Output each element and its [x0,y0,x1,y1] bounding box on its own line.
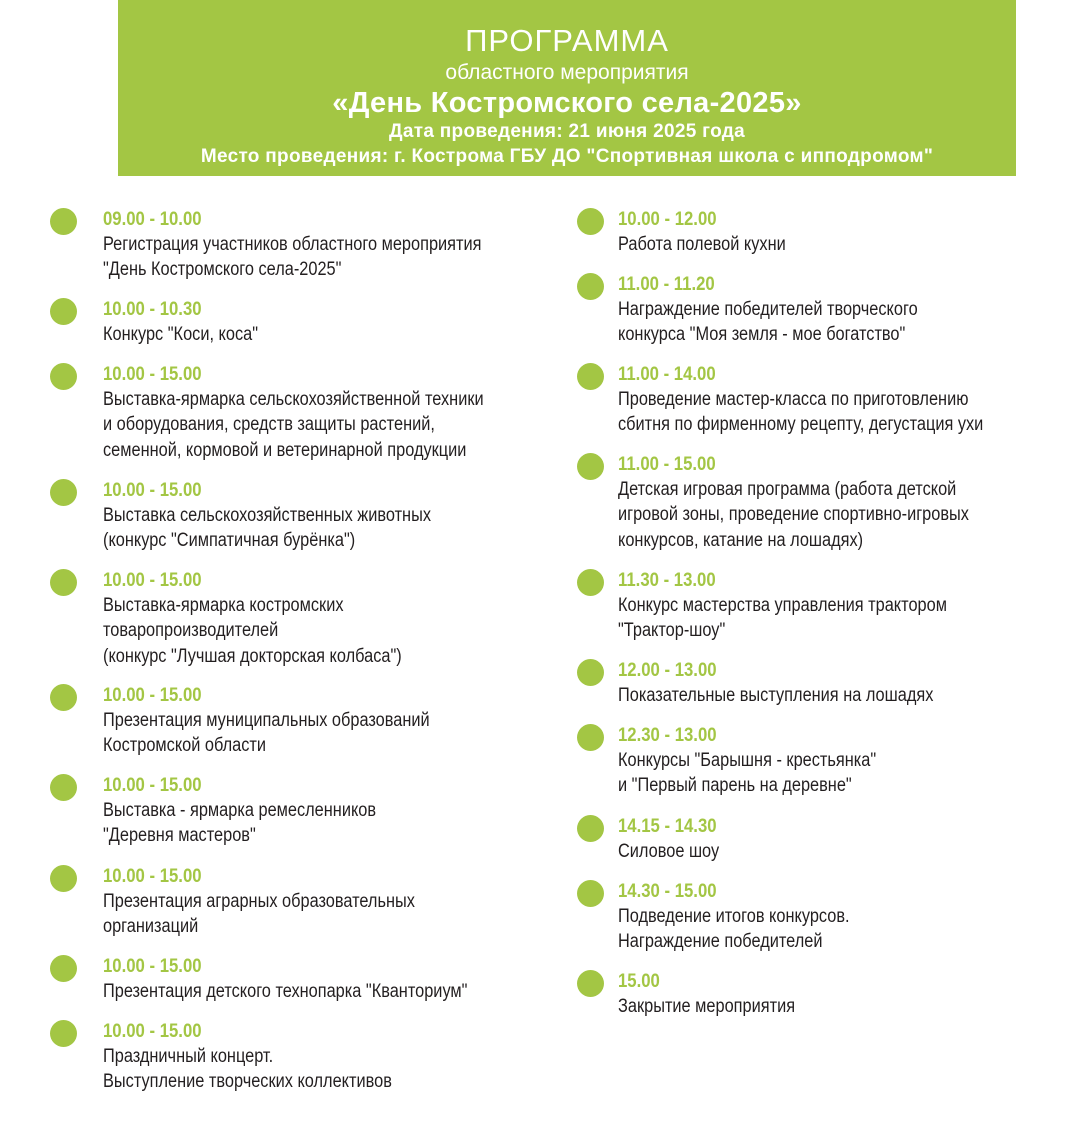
schedule-time: 12.00 - 13.00 [618,660,717,681]
schedule-time: 12.30 - 13.00 [618,725,717,746]
event-date: Дата проведения: 21 июня 2025 года [389,121,745,142]
schedule-time: 10.00 - 15.00 [103,866,202,887]
bullet-dot-icon [577,724,604,751]
schedule-time: 14.15 - 14.30 [618,816,717,837]
schedule-description [103,387,484,463]
description-line: Костромской области [103,735,267,757]
description-line: Силовое шоу [618,841,720,862]
description-line: Закрытие мероприятия [618,996,796,1017]
description-line: и оборудования, средств защиты растений, [103,414,435,436]
schedule-time: 14.30 - 15.00 [618,881,717,902]
bullet-dot-icon [577,363,604,390]
bullet-dot-icon [577,659,604,686]
schedule-description [103,593,402,669]
schedule-description [103,979,467,1004]
bullet-dot-icon [577,208,604,235]
bullet-dot-icon [50,298,77,325]
schedule-time: 10.00 - 15.00 [103,685,202,706]
schedule-time: 09.00 - 10.00 [103,209,202,230]
description-line: Награждение победителей [618,931,823,953]
program-header [118,0,1016,176]
schedule-time: 10.00 - 15.00 [103,364,202,385]
schedule-time: 10.00 - 10.30 [103,299,202,320]
bullet-dot-icon [50,774,77,801]
schedule-time: 10.00 - 15.00 [103,775,202,796]
description-line: Выставка-ярмарка костромских [103,595,344,616]
description-line: игровой зоны, проведение спортивно-игровых [618,504,969,526]
description-line: Выступление творческих коллективов [103,1071,392,1093]
description-line: Награждение победителей творческого [618,299,918,320]
schedule-time: 11.00 - 14.00 [618,364,716,385]
description-line: конкурсов, катание на лошадях) [618,529,864,551]
description-line: "День Костромского села-2025" [103,259,342,281]
event-place: Место проведения: г. Кострома ГБУ ДО "Спортивная школа с ипподромом" [200,146,934,167]
description-line: Подведение итогов конкурсов. [618,906,850,927]
schedule-time: 11.00 - 11.20 [618,274,715,295]
schedule-time: 15.00 [618,971,660,992]
bullet-dot-icon [50,955,77,982]
bullet-dot-icon [577,453,604,480]
schedule-time: 10.00 - 15.00 [103,570,202,591]
schedule-time: 10.00 - 15.00 [103,1021,202,1042]
description-line: Проведение мастер-класса по приготовлению [618,389,969,410]
description-line: "Трактор-шоу" [618,620,726,642]
description-line: организаций [103,916,199,938]
bullet-dot-icon [50,208,77,235]
bullet-dot-icon [577,970,604,997]
schedule-time: 10.00 - 12.00 [618,209,717,230]
description-line: Выставка-ярмарка сельскохозяйственной техники [103,389,484,410]
bullet-dot-icon [50,865,77,892]
bullet-dot-icon [50,569,77,596]
description-line: Конкурс "Коси, коса" [103,324,259,345]
description-line: Показательные выступления на лошадях [618,685,934,706]
schedule-description [103,1044,392,1095]
schedule-description [618,477,969,553]
description-line: конкурса "Моя земля - мое богатство" [618,324,906,346]
description-line: Презентация аграрных образовательных [103,891,415,912]
description-line: Детская игровая программа (работа детской [618,479,957,500]
description-line: и "Первый парень на деревне" [618,775,852,797]
bullet-dot-icon [50,1020,77,1047]
description-line: (конкурс "Лучшая докторская колбаса") [103,645,402,667]
description-line: товаропроизводителей [103,620,279,642]
bullet-dot-icon [577,815,604,842]
schedule-description [618,904,850,955]
schedule-description [618,387,983,438]
schedule-description [618,232,786,257]
schedule-description [103,503,431,554]
schedule-time: 11.30 - 13.00 [618,570,716,591]
bullet-dot-icon [50,684,77,711]
description-line: Работа полевой кухни [618,234,786,255]
schedule-description [618,593,947,644]
schedule-description [618,683,933,708]
event-name: «День Костромского села-2025» [332,87,802,119]
description-line: семенной, кормовой и ветеринарной продукции [103,439,467,461]
schedule-description [618,839,719,864]
schedule-time: 11.00 - 15.00 [618,454,716,475]
description-line: Конкурс мастерства управления трактором [618,595,947,616]
description-line: Презентация муниципальных образований [103,710,430,731]
description-line: Конкурсы "Барышня - крестьянка" [618,750,877,771]
schedule-description [618,994,795,1019]
description-line: Презентация детского технопарка "Кванториум" [103,981,468,1002]
description-line: "Деревня мастеров" [103,825,256,847]
description-line: Выставка сельскохозяйственных животных [103,505,431,526]
description-line: Регистрация участников областного мероприятия [103,234,482,255]
schedule-description [618,297,918,348]
schedule-description [103,232,481,283]
description-line: Выставка - ярмарка ремесленников [103,800,377,821]
schedule-description [103,708,430,759]
bullet-dot-icon [50,479,77,506]
program-subtitle: областного мероприятия [445,61,689,84]
schedule-description [618,748,876,799]
schedule-description [103,322,258,347]
schedule-description [103,798,376,849]
bullet-dot-icon [577,273,604,300]
program-title: ПРОГРАММА [465,23,669,58]
bullet-dot-icon [50,363,77,390]
description-line: Праздничный концерт. [103,1046,274,1067]
schedule-time: 10.00 - 15.00 [103,956,202,977]
description-line: (конкурс "Симпатичная бурёнка") [103,530,356,552]
description-line: сбитня по фирменному рецепту, дегустация ухи [618,414,984,436]
bullet-dot-icon [577,569,604,596]
bullet-dot-icon [577,880,604,907]
schedule-time: 10.00 - 15.00 [103,480,202,501]
schedule-description [103,889,415,940]
